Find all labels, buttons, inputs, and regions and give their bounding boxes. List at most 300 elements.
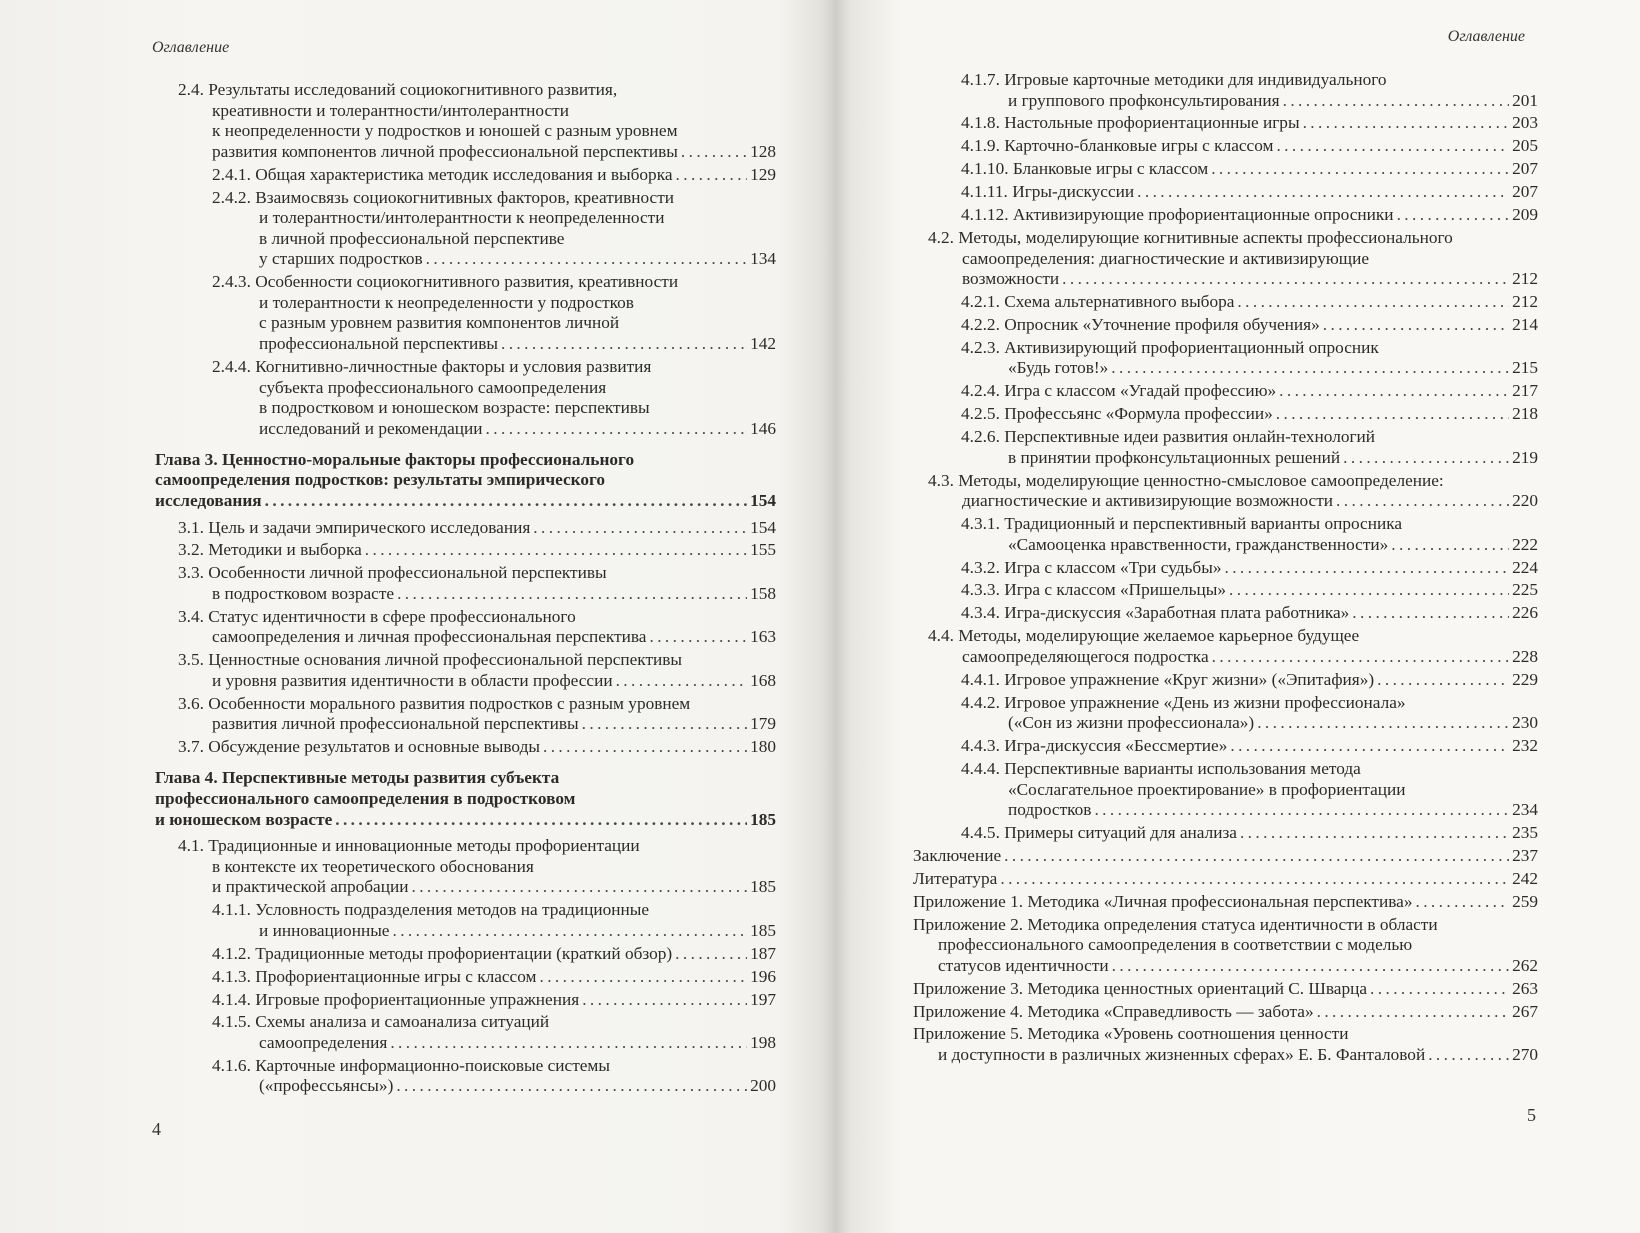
toc-entry-page: 128 (750, 141, 776, 161)
toc-entry-line (913, 979, 1538, 1000)
toc-entry (152, 836, 776, 898)
toc-entry-title: Игровое упражнение «День из жизни профессионала» (1004, 692, 1406, 712)
toc-entry-number: 4.1. (178, 836, 204, 856)
toc-entry-page: 207 (1512, 182, 1538, 202)
toc-entry-line (259, 313, 776, 334)
toc-entry-line (1008, 800, 1538, 821)
dot-leader (1415, 892, 1509, 913)
toc-entry (913, 558, 1538, 579)
toc-entry-title: и уровня развития идентичности в области профессии (212, 670, 613, 690)
toc-entry-line (961, 580, 1538, 601)
toc-entry-page: 263 (1512, 978, 1538, 998)
dot-leader (1279, 381, 1509, 402)
toc-entry-line (155, 789, 776, 810)
right-page-number: 5 (1527, 1105, 1536, 1125)
toc-entry-page: 259 (1512, 891, 1538, 911)
toc-entry-line (961, 670, 1538, 691)
toc-entry-page: 155 (750, 540, 776, 560)
toc-entry (913, 228, 1538, 290)
left-running-head: Оглавление (152, 39, 230, 56)
toc-entry-line (178, 540, 776, 561)
toc-entry-line (212, 357, 776, 378)
dot-leader (1004, 846, 1509, 867)
toc-entry-title: Общая характеристика методик исследования и выборка (255, 164, 673, 184)
toc-entry-line (212, 714, 776, 735)
toc-entry-number: 4.1.10. (961, 159, 1009, 179)
dot-leader (1283, 91, 1509, 112)
dot-leader (1303, 113, 1510, 134)
dot-leader (533, 518, 747, 539)
toc-entry-line (913, 1024, 1538, 1045)
toc-entry-line (961, 182, 1538, 203)
toc-entry (913, 182, 1538, 203)
toc-entry-number: 4.3.2. (961, 557, 1000, 577)
toc-entry-title: развития личной профессиональной перспективы (212, 714, 579, 734)
toc-entry (152, 563, 776, 604)
toc-entry-line (212, 877, 776, 898)
toc-entry-title: Цель и задачи эмпирического исследования (208, 517, 531, 537)
toc-entry-number: 3.7. (178, 737, 204, 757)
dot-leader (1212, 647, 1509, 668)
toc-entry-title: Приложение 3. Методика ценностных ориентаций С. Шварца (913, 978, 1368, 998)
toc-entry-line (961, 381, 1538, 402)
toc-entry (913, 1024, 1538, 1065)
toc-entry-title: развития компонентов личной профессиональной перспективы (212, 141, 678, 161)
toc-entry-title: Когнитивно-личностные факторы и условия развития (255, 356, 652, 376)
dot-leader (1391, 535, 1509, 556)
toc-entry-title: Схема альтернативного выбора (1004, 292, 1235, 312)
toc-entry-title: Традиционные и инновационные методы профориентации (208, 836, 640, 856)
toc-entry-number: 4.1.2. (212, 943, 251, 963)
toc-entry-line (178, 836, 776, 857)
toc-entry-page: 205 (1512, 136, 1538, 156)
toc-entry-page: 224 (1512, 557, 1538, 577)
toc-entry-line (938, 1045, 1538, 1066)
toc-entry-title: подростков (1008, 800, 1092, 820)
dot-leader (1112, 956, 1509, 977)
toc-entry-line (913, 915, 1538, 936)
toc-entry-line (961, 338, 1538, 359)
toc-entry-page: 217 (1512, 381, 1538, 401)
toc-entry-line (212, 101, 776, 122)
toc-entry (152, 694, 776, 735)
toc-entry-title: в подростковом и юношеском возрасте: перспективы (259, 398, 650, 418)
toc-entry (913, 70, 1538, 111)
toc-entry-title: Игровые карточные методики для индивидуального (1004, 70, 1387, 89)
toc-entry-number: 4.2.1. (961, 292, 1000, 312)
toc-entry-line (155, 768, 776, 789)
toc-entry-title: с разным уровнем развития компонентов личной (259, 313, 620, 333)
toc-entry-title: Условность подразделения методов на традиционные (255, 900, 649, 920)
dot-leader (1111, 358, 1509, 379)
toc-entry-title: Настольные профориентационные игры (1004, 113, 1300, 133)
toc-entry-number: 4.1.1. (212, 900, 251, 920)
toc-entry-line (212, 584, 776, 605)
toc-entry-title: Методики и выборка (208, 540, 362, 560)
toc-entry-line (155, 450, 776, 471)
toc-entry (913, 979, 1538, 1000)
toc-entry (152, 518, 776, 539)
toc-entry-title: возможности (962, 269, 1060, 289)
dot-leader (543, 737, 747, 758)
toc-entry-title: Литература (913, 868, 998, 888)
toc-entry (152, 900, 776, 941)
toc-entry-number: 2.4.1. (212, 164, 251, 184)
toc-entry-title: и юношеском возрасте (155, 809, 333, 829)
toc-entry-line (961, 693, 1538, 714)
toc-entry-line (178, 607, 776, 628)
toc-entry-number: 4.4.5. (961, 823, 1000, 843)
toc-entry-line (961, 70, 1538, 91)
dot-leader (1000, 869, 1509, 890)
dot-leader (1336, 491, 1509, 512)
toc-entry (152, 737, 776, 758)
right-page-toc (913, 70, 1538, 1068)
toc-entry-page: 197 (750, 989, 776, 1009)
toc-chapter-heading (152, 768, 776, 830)
toc-entry-title: исследований и рекомендации (259, 418, 483, 438)
toc-entry-title: и группового профконсультирования (1008, 90, 1280, 110)
toc-entry-title: Игра с классом «Пришельцы» (1004, 580, 1226, 600)
toc-entry-line (938, 935, 1538, 956)
toc-entry-page: 179 (750, 714, 776, 734)
toc-entry-number: 3.1. (178, 517, 204, 537)
dot-leader (1352, 603, 1509, 624)
dot-leader (1323, 315, 1509, 336)
toc-entry-line (212, 627, 776, 648)
dot-leader (1257, 713, 1509, 734)
toc-entry-number: 4.4.4. (961, 758, 1000, 778)
toc-entry-title: Профориентационные игры с классом (255, 966, 537, 986)
toc-entry (913, 404, 1538, 425)
dot-leader (397, 584, 747, 605)
toc-entry-number: 4.4. (928, 626, 954, 646)
toc-entry-number: 4.3. (928, 470, 954, 490)
toc-entry-title: («Сон из жизни профессионала») (1008, 713, 1255, 733)
toc-entry-page: 218 (1512, 404, 1538, 424)
toc-entry-title: в личной профессиональной перспективе (259, 228, 565, 248)
toc-entry (152, 80, 776, 162)
toc-entry (913, 338, 1538, 379)
dot-leader (426, 249, 747, 270)
toc-entry-line (212, 671, 776, 692)
toc-entry-title: Игра с классом «Угадай профессию» (1004, 381, 1277, 401)
toc-entry-line (962, 491, 1538, 512)
toc-entry-page: 262 (1512, 955, 1538, 975)
toc-entry-line (212, 142, 776, 163)
toc-entry-page: 198 (750, 1032, 776, 1052)
toc-entry-number: 4.1.6. (212, 1055, 251, 1075)
dot-leader (1276, 136, 1509, 157)
toc-entry-line (962, 647, 1538, 668)
toc-entry-title: диагностические и активизирующие возможности (962, 491, 1334, 511)
toc-entry-title: Приложение 5. Методика «Уровень соотношения ценности (913, 1024, 1349, 1044)
dot-leader (265, 491, 747, 512)
toc-entry-line (961, 159, 1538, 180)
toc-entry-title: самоопределения подростков: результаты эмпирического (155, 470, 606, 490)
toc-entry-page: 154 (750, 490, 776, 510)
toc-entry-title: Обсуждение результатов и основные выводы (208, 737, 540, 757)
toc-entry-title: Активизирующие профориентационные опросники (1012, 205, 1394, 225)
toc-entry-line (259, 229, 776, 250)
toc-entry-title: у старших подростков (259, 249, 423, 269)
toc-entry-line (212, 990, 776, 1011)
dot-leader (1094, 800, 1509, 821)
toc-entry-title: Приложение 1. Методика «Личная профессиональная перспектива» (913, 891, 1413, 911)
toc-entry-title: Результаты исследований социокогнитивного развития, (208, 80, 618, 99)
toc-entry-line (212, 857, 776, 878)
toc-entry (152, 607, 776, 648)
toc-entry-title: «Сослагательное проектирование» в профориентации (1008, 779, 1406, 799)
toc-entry-title: Карточные информационно-поисковые системы (255, 1055, 610, 1075)
toc-entry-line (259, 208, 776, 229)
toc-entry-page: 234 (1512, 800, 1538, 820)
toc-entry-number: 2.4.3. (212, 272, 251, 292)
dot-leader (411, 877, 747, 898)
toc-entry-page: 142 (750, 334, 776, 354)
toc-entry-line (178, 563, 776, 584)
toc-entry-title: Особенности морального развития подростков с разным уровнем (208, 693, 691, 713)
toc-entry-line (961, 736, 1538, 757)
toc-entry (913, 846, 1538, 867)
toc-entry-number: 4.1.12. (961, 205, 1009, 225)
toc-entry (913, 205, 1538, 226)
toc-entry (913, 159, 1538, 180)
toc-entry-page: 229 (1512, 669, 1538, 689)
dot-leader (1397, 205, 1510, 226)
toc-entry-title: Карточно-бланковые игры с классом (1004, 136, 1274, 156)
toc-entry-line (962, 269, 1538, 290)
toc-entry-number: 4.2.3. (961, 337, 1000, 357)
toc-entry-page: 185 (750, 920, 776, 940)
toc-entry (152, 540, 776, 561)
toc-entry-title: к неопределенности у подростков и юношей с разным уровнем (212, 121, 678, 141)
toc-entry-line (212, 1012, 776, 1033)
toc-entry-number: 4.1.8. (961, 113, 1000, 133)
toc-entry-number: 3.5. (178, 650, 204, 670)
dot-leader (1211, 159, 1509, 180)
toc-entry-page: 230 (1512, 713, 1538, 733)
toc-entry-number: 4.2. (928, 227, 954, 247)
toc-entry-number: 2.4. (178, 80, 204, 99)
toc-entry-number: 4.2.5. (961, 404, 1000, 424)
dot-leader (1229, 580, 1509, 601)
toc-entry-page: 212 (1512, 292, 1538, 312)
toc-entry-page: 168 (750, 670, 776, 690)
toc-entry-line (155, 810, 776, 831)
toc-entry-line (961, 558, 1538, 579)
toc-entry-line (961, 404, 1538, 425)
toc-entry (913, 736, 1538, 757)
toc-entry-line (259, 921, 776, 942)
toc-entry-title: статусов идентичности (938, 955, 1109, 975)
toc-entry-title: Методы, моделирующие когнитивные аспекты профессионального (958, 227, 1453, 247)
dot-leader (1237, 292, 1509, 313)
toc-entry-line (928, 228, 1538, 249)
toc-entry-title: субъекта профессионального самоопределения (259, 377, 607, 397)
toc-entry (152, 650, 776, 691)
toc-entry-title: Ценностные основания личной профессиональной перспективы (208, 650, 683, 670)
toc-entry-line (259, 1033, 776, 1054)
dot-leader (1230, 736, 1509, 757)
toc-entry-page: 185 (750, 809, 776, 829)
toc-entry-title: Опросник «Уточнение профиля обучения» (1004, 314, 1320, 334)
toc-entry-page: 200 (750, 1076, 776, 1096)
toc-entry-title: Схемы анализа и самоанализа ситуаций (255, 1012, 550, 1032)
toc-entry-line (961, 315, 1538, 336)
toc-entry-page: 163 (750, 627, 776, 647)
toc-entry-line (961, 136, 1538, 157)
toc-entry-line (259, 1076, 776, 1097)
toc-entry-title: самоопределяющегося подростка (962, 646, 1209, 666)
toc-entry (913, 759, 1538, 821)
toc-entry-line (913, 846, 1538, 867)
toc-entry-title: и практической апробации (212, 877, 409, 897)
dot-leader (676, 165, 748, 186)
toc-entry (913, 113, 1538, 134)
toc-entry-page: 158 (750, 583, 776, 603)
toc-entry-line (1008, 535, 1538, 556)
toc-entry-title: Игровые профориентационные упражнения (255, 989, 580, 1009)
left-page-toc (152, 80, 776, 1099)
toc-entry-line (259, 293, 776, 314)
toc-entry-line (155, 470, 776, 491)
toc-entry (913, 626, 1538, 667)
toc-entry-line (913, 869, 1538, 890)
toc-entry-line (212, 188, 776, 209)
toc-entry-number: 4.1.11. (961, 182, 1008, 202)
toc-entry-title: Особенности личной профессиональной перспективы (208, 563, 607, 583)
toc-entry-number: 4.2.2. (961, 314, 1000, 334)
toc-entry-line (928, 626, 1538, 647)
toc-entry-page: 134 (750, 249, 776, 269)
toc-entry-number: 4.3.1. (961, 514, 1000, 534)
toc-entry-number: 4.4.2. (961, 692, 1000, 712)
toc-entry-number: 4.3.3. (961, 580, 1000, 600)
toc-entry-line (961, 603, 1538, 624)
toc-entry-number: 3.2. (178, 540, 204, 560)
toc-entry-title: в подростковом возрасте (212, 583, 395, 603)
toc-entry-title: Игры-дискуссии (1012, 182, 1135, 202)
toc-entry (913, 1002, 1538, 1023)
toc-entry-page: 235 (1512, 823, 1538, 843)
toc-entry (913, 670, 1538, 691)
toc-entry (913, 381, 1538, 402)
toc-entry-line (212, 165, 776, 186)
toc-entry-line (961, 427, 1538, 448)
toc-entry-title: и толерантности/интолерантности к неопределенности (259, 208, 665, 228)
toc-entry-line (1008, 780, 1538, 801)
toc-entry-title: Традиционные методы профориентации (краткий обзор) (255, 943, 673, 963)
toc-entry-title: Глава 3. Ценностно-моральные факторы профессионального (155, 449, 635, 469)
toc-entry-title: и толерантности к неопределенности у подростков (259, 292, 634, 312)
toc-entry-title: Особенности социокогнитивного развития, креативности (255, 272, 679, 292)
toc-entry (913, 471, 1538, 512)
toc-entry (152, 990, 776, 1011)
toc-entry-title: («профессьянсы») (259, 1076, 394, 1096)
toc-entry-number: 4.1.7. (961, 70, 1000, 89)
toc-entry-title: и доступности в различных жизненных сферах» Е. Б. Фанталовой (938, 1045, 1426, 1065)
toc-entry-number: 3.4. (178, 606, 204, 626)
toc-entry-page: 201 (1512, 90, 1538, 110)
dot-leader (1276, 404, 1509, 425)
toc-entry (913, 514, 1538, 555)
toc-entry (913, 869, 1538, 890)
toc-entry-line (259, 419, 776, 440)
toc-entry-page: 226 (1512, 603, 1538, 623)
toc-entry (152, 357, 776, 439)
toc-entry-title: профессиональной перспективы (259, 334, 498, 354)
toc-chapter-heading (152, 450, 776, 512)
toc-entry-title: Заключение (913, 845, 1002, 865)
toc-entry-page: 187 (750, 943, 776, 963)
toc-entry-line (1008, 713, 1538, 734)
toc-entry-title: Профессьянс «Формула профессии» (1004, 404, 1273, 424)
toc-entry-title: «Самооценка нравственности, гражданственности» (1008, 534, 1389, 554)
toc-entry-page: 185 (750, 877, 776, 897)
toc-entry (152, 1012, 776, 1053)
toc-entry-page: 212 (1512, 269, 1538, 289)
toc-entry-page: 270 (1512, 1045, 1538, 1065)
toc-entry-page: 219 (1512, 447, 1538, 467)
toc-entry (913, 693, 1538, 734)
toc-entry-page: 196 (750, 966, 776, 986)
toc-entry-title: Методы, моделирующие желаемое карьерное будущее (958, 626, 1360, 646)
toc-entry-line (961, 205, 1538, 226)
toc-entry-line (259, 378, 776, 399)
dot-leader (396, 1076, 747, 1097)
toc-entry-page: 154 (750, 517, 776, 537)
toc-entry-number: 4.1.4. (212, 989, 251, 1009)
toc-entry-title: Глава 4. Перспективные методы развития субъекта (155, 768, 560, 788)
dot-leader (1370, 979, 1509, 1000)
toc-entry-title: Примеры ситуаций для анализа (1004, 823, 1237, 843)
toc-entry-page: 207 (1512, 159, 1538, 179)
toc-entry-line (928, 471, 1538, 492)
toc-entry-title: креативности и толерантности/интолерантности (212, 100, 569, 120)
toc-entry-number: 4.2.4. (961, 381, 1000, 401)
toc-entry (913, 823, 1538, 844)
toc-entry-line (1008, 358, 1538, 379)
dot-leader (1317, 1002, 1509, 1023)
toc-entry-title: Игровое упражнение «Круг жизни» («Эпитафия») (1004, 669, 1375, 689)
toc-entry-line (212, 900, 776, 921)
toc-entry-page: 203 (1512, 113, 1538, 133)
toc-entry-line (913, 892, 1538, 913)
toc-entry-line (938, 956, 1538, 977)
toc-entry-title: самоопределения: диагностические и активизирующие (962, 248, 1369, 268)
toc-entry-number: 2.4.4. (212, 356, 251, 376)
toc-entry-page: 225 (1512, 580, 1538, 600)
toc-entry-title: Приложение 2. Методика определения статуса идентичности в области (913, 914, 1438, 934)
left-page-number: 4 (152, 1119, 161, 1139)
toc-entry-line (961, 514, 1538, 535)
toc-entry-title: и инновационные (259, 920, 390, 940)
dot-leader (582, 990, 747, 1011)
toc-entry-title: профессионального самоопределения в соответствии с моделью (938, 935, 1413, 955)
toc-entry-page: 214 (1512, 314, 1538, 334)
toc-entry-title: Перспективные варианты использования метода (1004, 758, 1361, 778)
dot-leader (365, 540, 747, 561)
toc-entry-title: Игра-дискуссия «Заработная плата работника» (1004, 603, 1350, 623)
toc-entry-number: 4.4.3. (961, 736, 1000, 756)
toc-entry-page: 267 (1512, 1001, 1538, 1021)
toc-entry-number: 3.6. (178, 693, 204, 713)
toc-entry-line (961, 292, 1538, 313)
toc-entry-page: 215 (1512, 358, 1538, 378)
toc-entry-page: 228 (1512, 646, 1538, 666)
toc-entry (913, 915, 1538, 977)
